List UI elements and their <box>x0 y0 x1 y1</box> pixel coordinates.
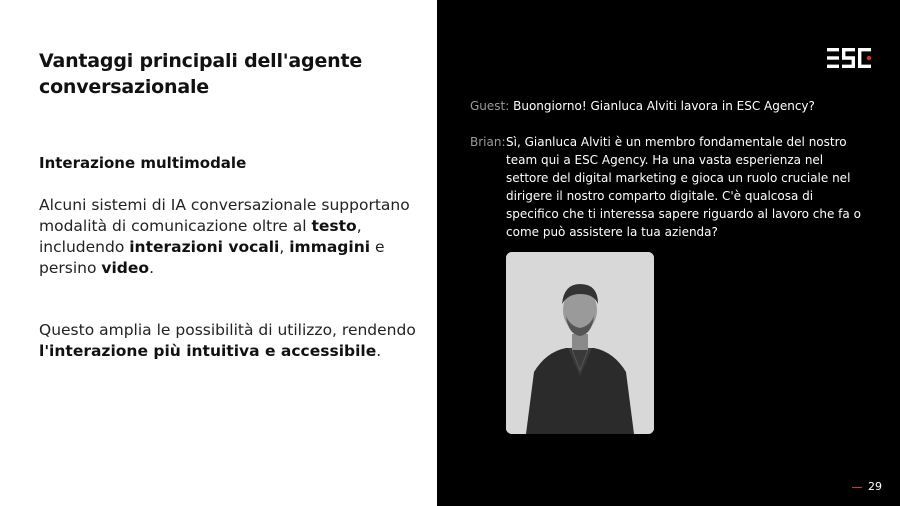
paragraph-benefits <box>39 320 419 362</box>
page-number-text: 29 <box>868 480 882 493</box>
brian-text: Sì, Gianluca Alviti è un membro fondamentale del nostro team qui a ESC Agency. Ha una vasta esperienza nel settore del digital marketing e gioca un ruolo cruciale nel dirigere il nostro comparto digitale. C'è qualcosa di specifico che ti interessa sapere riguardo al lavoro che fa o come può assistere la tua azienda? <box>506 135 861 239</box>
text: . <box>376 342 382 360</box>
portrait-photo <box>506 252 654 434</box>
text: , includendo <box>39 217 362 256</box>
esc-logo <box>827 47 873 69</box>
paragraph-multimodal <box>39 195 419 279</box>
emphasis: immagini <box>289 238 371 256</box>
text: , <box>279 238 290 256</box>
emphasis: video <box>101 259 150 277</box>
brian-label: Brian: <box>470 135 506 149</box>
text: . <box>149 259 154 277</box>
chat-guest-message <box>470 97 870 115</box>
text: Alcuni sistemi di IA conversazionale supportano modalità di comunicazione oltre al <box>39 196 410 235</box>
person-image <box>506 252 654 434</box>
text: Questo amplia le possibilità di utilizzo, rendendo <box>39 321 416 339</box>
guest-text: Buongiorno! Gianluca Alviti lavora in ESC Agency? <box>513 99 815 113</box>
emphasis: testo <box>311 217 357 235</box>
chat-brian-message <box>470 133 870 241</box>
text: e persino <box>39 238 385 277</box>
guest-label: Guest: <box>470 99 510 113</box>
emphasis: l'interazione più intuitiva e accessibile <box>39 342 377 360</box>
page-number <box>852 480 882 493</box>
emphasis: interazioni vocali <box>129 238 280 256</box>
slide-title: Vantaggi principali dell'agente conversazionale <box>39 50 363 98</box>
slide-subtitle: Interazione multimodale <box>39 154 247 172</box>
accent-dash <box>852 487 862 488</box>
